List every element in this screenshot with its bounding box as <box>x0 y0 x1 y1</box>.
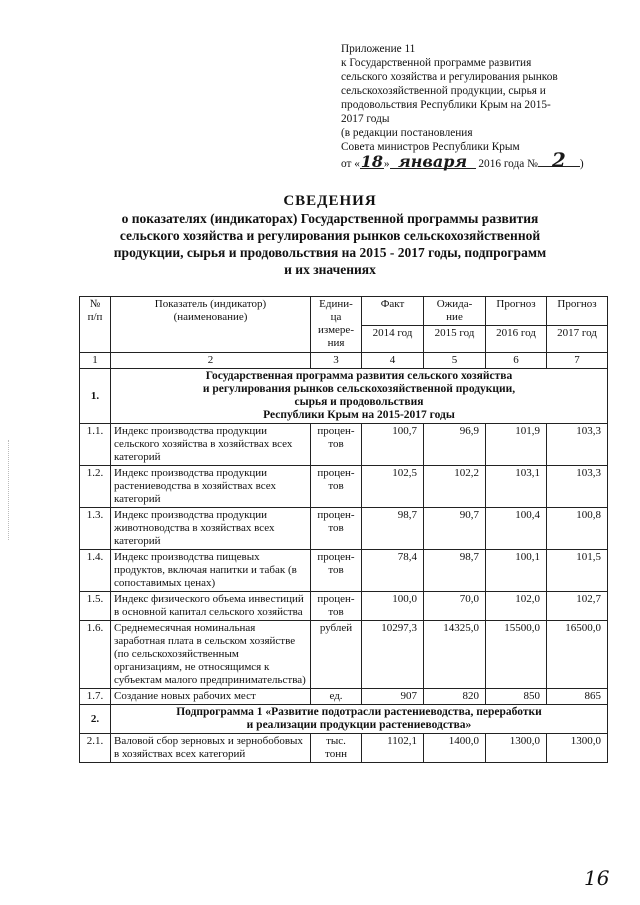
row-indicator-name: Индекс производства продукции животноводства в хозяйствах всех категорий <box>111 508 311 550</box>
table-row <box>80 466 608 508</box>
decree-date-line <box>341 148 631 172</box>
row-indicator-name: Валовой сбор зерновых и зернобобовых в хозяйствах всех категорий <box>111 734 311 763</box>
row-value-2016: 100,1 <box>486 550 547 592</box>
row-value-2015: 102,2 <box>424 466 486 508</box>
title-line: и их значениях <box>284 262 376 277</box>
header-expected: Ожида- ние <box>424 297 486 326</box>
table-row <box>80 621 608 689</box>
header-line: Совета министров Республики Крым <box>341 141 520 153</box>
title-line: продукции, сырья и продовольствия на 2015 - 2017 годы, подпрограмм <box>113 245 547 260</box>
row-indicator-name: Индекс физического объема инвестиций в основной капитал сельского хозяйства <box>111 592 311 621</box>
header-line: сельскохозяйственной продукции, сырья и <box>341 85 546 97</box>
header-fact: Факт <box>362 297 424 326</box>
row-value-2015: 1400,0 <box>424 734 486 763</box>
column-index: 6 <box>486 353 547 369</box>
row-value-2017: 101,5 <box>547 550 608 592</box>
header-unit: Едини- ца измере- ния <box>311 297 362 353</box>
table-header-row <box>80 297 608 326</box>
row-value-2016: 850 <box>486 689 547 705</box>
row-value-2017: 16500,0 <box>547 621 608 689</box>
column-index-row <box>80 353 608 369</box>
title-line: сельского хозяйства и регулирования рынков сельскохозяйственной <box>119 228 541 243</box>
year-2017: 2017 год <box>547 326 608 353</box>
section-row <box>80 705 608 734</box>
row-value-2017: 1300,0 <box>547 734 608 763</box>
row-unit: процен- тов <box>311 424 362 466</box>
table-row <box>80 734 608 763</box>
row-value-2014: 10297,3 <box>362 621 424 689</box>
header-line: продовольствия Республики Крым на 2015- <box>341 99 551 111</box>
row-value-2014: 78,4 <box>362 550 424 592</box>
row-num: 1.7. <box>80 689 111 705</box>
header-line: 2017 годы <box>341 113 390 125</box>
row-value-2015: 14325,0 <box>424 621 486 689</box>
section-num: 2. <box>80 705 111 734</box>
column-index: 1 <box>80 353 111 369</box>
decree-number-handwritten: 2 <box>538 154 580 167</box>
row-value-2017: 100,8 <box>547 508 608 550</box>
row-value-2014: 907 <box>362 689 424 705</box>
row-indicator-name: Индекс производства продукции сельского хозяйства в хозяйствах всех категорий <box>111 424 311 466</box>
section-title: Подпрограмма 1 «Развитие подотрасли растениеводства, переработки и реализации продукции растениеводства» <box>111 705 608 734</box>
decree-month-handwritten: января <box>390 156 476 169</box>
header-num: № п/п <box>80 297 111 353</box>
decree-prefix: от « <box>341 158 360 170</box>
row-value-2015: 96,9 <box>424 424 486 466</box>
row-num: 1.1. <box>80 424 111 466</box>
row-value-2014: 100,0 <box>362 592 424 621</box>
decree-day-handwritten: 18 <box>360 152 384 171</box>
row-unit: рублей <box>311 621 362 689</box>
row-value-2017: 103,3 <box>547 424 608 466</box>
row-unit: ед. <box>311 689 362 705</box>
row-indicator-name: Создание новых рабочих мест <box>111 689 311 705</box>
section-title: Государственная программа развития сельского хозяйства и регулирования рынков сельскохозяйственной продукции, сырья и продовольствия Республики Крым на 2015-2017 годы <box>111 369 608 424</box>
row-num: 1.4. <box>80 550 111 592</box>
row-value-2016: 103,1 <box>486 466 547 508</box>
row-unit: процен- тов <box>311 508 362 550</box>
section-row <box>80 369 608 424</box>
decree-year: 2016 года № <box>478 158 538 170</box>
row-num: 1.2. <box>80 466 111 508</box>
table-row <box>80 592 608 621</box>
header-indicator: Показатель (индикатор) (наименование) <box>111 297 311 353</box>
row-unit: процен- тов <box>311 592 362 621</box>
row-value-2014: 1102,1 <box>362 734 424 763</box>
header-line: (в редакции постановления <box>341 127 473 139</box>
row-indicator-name: Индекс производства пищевых продуктов, включая напитки и табак (в сопоставимых ценах) <box>111 550 311 592</box>
document-title <box>60 193 600 278</box>
decree-mid: » <box>383 158 390 170</box>
row-num: 1.6. <box>80 621 111 689</box>
margin-dotted-mark <box>8 440 11 540</box>
appendix-header <box>341 42 631 171</box>
row-value-2017: 865 <box>547 689 608 705</box>
row-value-2017: 103,3 <box>547 466 608 508</box>
row-value-2016: 101,9 <box>486 424 547 466</box>
page-number-handwritten: 16 <box>584 866 610 890</box>
row-num: 1.5. <box>80 592 111 621</box>
column-index: 2 <box>111 353 311 369</box>
row-value-2016: 102,0 <box>486 592 547 621</box>
row-value-2015: 70,0 <box>424 592 486 621</box>
year-2016: 2016 год <box>486 326 547 353</box>
column-index: 3 <box>311 353 362 369</box>
row-value-2014: 100,7 <box>362 424 424 466</box>
row-unit: тыс. тонн <box>311 734 362 763</box>
row-value-2014: 98,7 <box>362 508 424 550</box>
row-indicator-name: Индекс производства продукции растениеводства в хозяйствах всех категорий <box>111 466 311 508</box>
table-row <box>80 550 608 592</box>
title-main: СВЕДЕНИЯ <box>283 193 377 209</box>
title-line: о показателях (индикаторах) Государственной программы развития <box>121 211 539 226</box>
row-value-2016: 15500,0 <box>486 621 547 689</box>
decree-suffix: ) <box>579 158 584 170</box>
header-line: сельского хозяйства и регулирования рынков <box>341 71 558 83</box>
row-unit: процен- тов <box>311 550 362 592</box>
row-value-2017: 102,7 <box>547 592 608 621</box>
row-indicator-name: Среднемесячная номинальная заработная плата в сельском хозяйстве (по сельскохозяйственным организациям, не относящимся к субъектам малого предпринимательства) <box>111 621 311 689</box>
column-index: 7 <box>547 353 608 369</box>
column-index: 4 <box>362 353 424 369</box>
year-2015: 2015 год <box>424 326 486 353</box>
indicators-table <box>79 296 608 763</box>
row-value-2014: 102,5 <box>362 466 424 508</box>
year-2014: 2014 год <box>362 326 424 353</box>
header-forecast-2016: Прогноз <box>486 297 547 326</box>
row-value-2015: 90,7 <box>424 508 486 550</box>
column-index: 5 <box>424 353 486 369</box>
row-num: 2.1. <box>80 734 111 763</box>
header-forecast-2017: Прогноз <box>547 297 608 326</box>
table-row <box>80 689 608 705</box>
header-line: к Государственной программе развития <box>341 57 532 69</box>
row-num: 1.3. <box>80 508 111 550</box>
row-value-2016: 1300,0 <box>486 734 547 763</box>
section-num: 1. <box>80 369 111 424</box>
table-row <box>80 508 608 550</box>
table-row <box>80 424 608 466</box>
row-value-2015: 820 <box>424 689 486 705</box>
row-unit: процен- тов <box>311 466 362 508</box>
row-value-2016: 100,4 <box>486 508 547 550</box>
row-value-2015: 98,7 <box>424 550 486 592</box>
header-line: Приложение 11 <box>341 43 416 55</box>
